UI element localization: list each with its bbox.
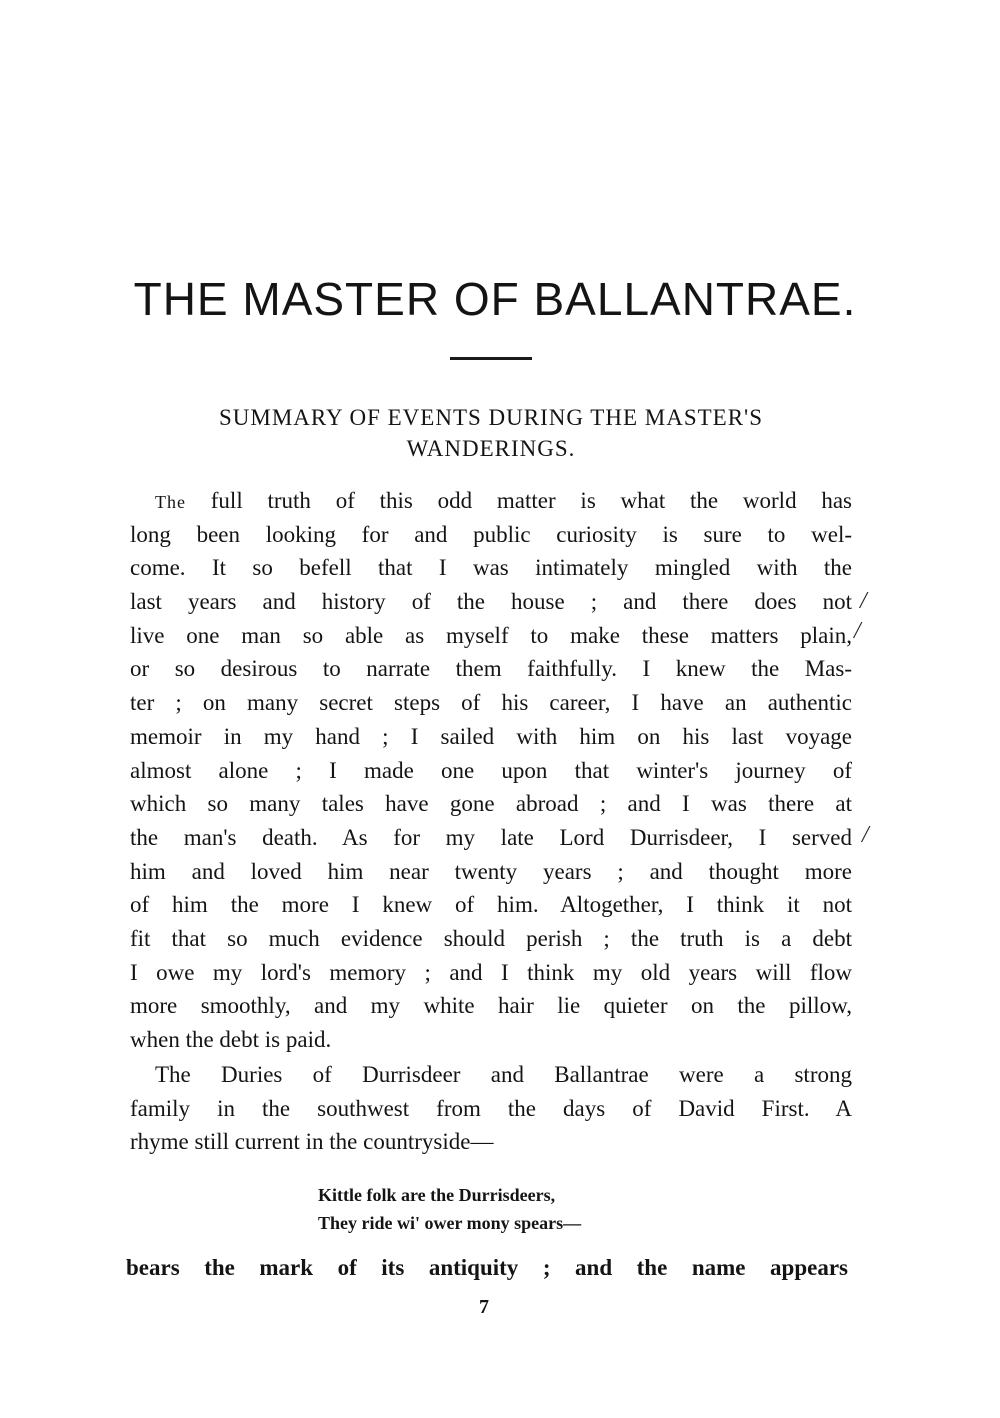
title-divider [450, 357, 532, 360]
paragraph-line: rhyme still current in the countryside— [130, 1129, 494, 1155]
paragraph-line: The Duries of Durrisdeer and Ballantrae were a strong [155, 1062, 852, 1087]
margin-mark-icon: / [862, 822, 869, 848]
closing-line: bears the mark of its antiquity ; and the name appears [126, 1255, 848, 1280]
paragraph-line: family in the southwest from the days of David First. A [130, 1095, 852, 1121]
paragraph-line: more smoothly, and my white hair lie quieter on the pillow, [130, 993, 852, 1019]
paragraph-line: almost alone ; I made one upon that winter's journey of [130, 757, 852, 783]
book-title: THE MASTER OF BALLANTRAE. [133, 273, 857, 325]
paragraph-line: come. It so befell that I was intimately mingled with the [130, 555, 852, 581]
lead-word: The [155, 492, 186, 512]
paragraph-line: when the debt is paid. [130, 1027, 332, 1052]
paragraph-2 [130, 1058, 852, 1159]
paragraph-line: long been looking for and public curiosity is sure to wel- [130, 521, 852, 547]
paragraph-1 [130, 484, 852, 1057]
section-heading [130, 402, 852, 464]
verse-line-2: They ride wi' ower mony spears— [318, 1213, 582, 1233]
paragraph-line: of him the more I knew of him. Altogether, I think it not [130, 892, 852, 918]
verse-line-1: Kittle folk are the Durrisdeers, [318, 1185, 556, 1205]
page-number: 7 [479, 1296, 489, 1318]
margin-mark-icon: / [854, 618, 861, 644]
paragraph-line: ter ; on many secret steps of his career, I have an authentic [130, 690, 852, 716]
section-heading-line-2: WANDERINGS. [406, 436, 576, 461]
paragraph-line: him and loved him near twenty years ; and thought more [130, 858, 852, 884]
section-heading-line-1: SUMMARY OF EVENTS DURING THE MASTER'S [218, 405, 763, 430]
paragraph-line: memoir in my hand ; I sailed with him on his last voyage [130, 723, 852, 749]
paragraph-line: live one man so able as myself to make these matters plain, [130, 622, 852, 648]
paragraph-line: The full truth of this odd matter is what the world has [155, 488, 853, 513]
paragraph-line: the man's death. As for my late Lord Durrisdeer, I served [130, 824, 852, 850]
paragraph-line: which so many tales have gone abroad ; and I was there at [130, 791, 852, 817]
paragraph-line: I owe my lord's memory ; and I think my old years will flow [130, 959, 852, 985]
margin-mark-icon: / [860, 588, 867, 614]
verse-quote [318, 1181, 581, 1237]
paragraph-line: last years and history of the house ; and there does not [130, 589, 852, 615]
paragraph-line: or so desirous to narrate them faithfully. I knew the Mas- [130, 656, 852, 682]
paragraph-line: fit that so much evidence should perish ; the truth is a debt [130, 925, 852, 951]
